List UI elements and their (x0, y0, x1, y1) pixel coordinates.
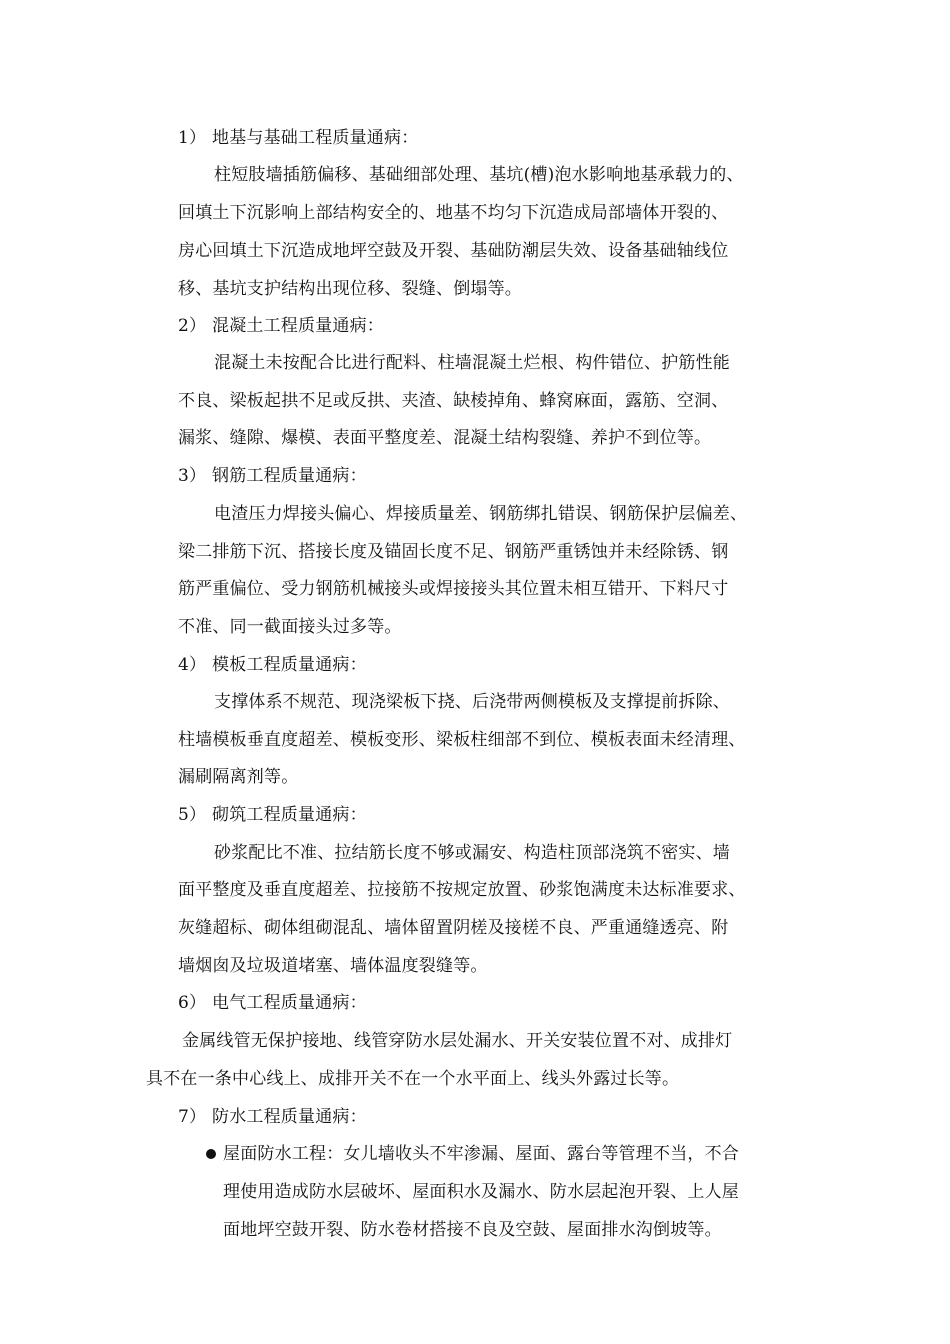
paragraph-line: 灰缝超标、砌体组砌混乱、墙体留置阴槎及接槎不良、严重通缝透亮、附 (178, 918, 729, 938)
section-heading-5 (178, 803, 367, 827)
section-title: 地基与基础工程质量通病： (212, 128, 419, 148)
paragraph-line: 柱墙模板垂直度超差、模板变形、梁板柱细部不到位、模板表面未经清理、 (178, 730, 746, 750)
section-number: 2） (178, 316, 207, 336)
paragraph-line: 移、基坑支护结构出现位移、裂缝、倒塌等。 (178, 279, 522, 299)
bullet-line: 面地坪空鼓开裂、防水卷材搭接不良及空鼓、屋面排水沟倒坡等。 (223, 1220, 722, 1240)
section-title: 混凝土工程质量通病： (212, 316, 384, 336)
paragraph-line: 混凝土未按配合比进行配料、柱墙混凝土烂根、构件错位、护筋性能 (214, 353, 730, 373)
section-heading-7 (178, 1105, 367, 1129)
paragraph-line: 不准、同一截面接头过多等。 (178, 617, 402, 637)
paragraph-line: 不良、梁板起拱不足或反拱、夹渣、缺棱掉角、蜂窝麻面，露筋、空洞、 (178, 391, 729, 411)
section-heading-6 (178, 991, 367, 1015)
section-number: 7） (178, 1107, 207, 1127)
section-number: 4） (178, 655, 207, 675)
paragraph-line: 回填土下沉影响上部结构安全的、地基不均匀下沉造成局部墙体开裂的、 (178, 203, 729, 223)
bullet-line: 屋面防水工程：女儿墙收头不牢渗漏、屋面、露台等管理不当，不合 (223, 1144, 739, 1164)
paragraph-line: 房心回填土下沉造成地坪空鼓及开裂、基础防潮层失效、设备基础轴线位 (178, 241, 729, 261)
section-number: 5） (178, 805, 207, 825)
section-heading-2 (178, 314, 384, 338)
section-heading-4 (178, 653, 367, 677)
paragraph-line: 具不在一条中心线上、成排开关不在一个水平面上、线头外露过长等。 (146, 1069, 680, 1089)
section-number: 1） (178, 128, 207, 148)
section-title: 砌筑工程质量通病： (212, 805, 367, 825)
paragraph-line: 墙烟囱及垃圾道堵塞、墙体温度裂缝等。 (178, 956, 488, 976)
paragraph-line: 支撑体系不规范、现浇梁板下挠、后浇带两侧模板及支撑提前拆除、 (214, 692, 730, 712)
paragraph-line: 漏刷隔离剂等。 (178, 767, 299, 787)
bullet-line: 理使用造成防水层破坏、屋面积水及漏水、防水层起泡开裂、上人屋 (223, 1182, 739, 1202)
bullet-dot-icon (206, 1149, 216, 1159)
paragraph-line: 筋严重偏位、受力钢筋机械接头或焊接接头其位置未相互错开、下料尺寸 (178, 579, 729, 599)
section-title: 模板工程质量通病： (212, 655, 367, 675)
section-title: 电气工程质量通病： (212, 993, 367, 1013)
section-title: 防水工程质量通病： (212, 1107, 367, 1127)
paragraph-line: 柱短肢墙插筋偏移、基础细部处理、基坑(槽)泡水影响地基承载力的、 (214, 165, 744, 185)
paragraph-line: 面平整度及垂直度超差、拉接筋不按规定放置、砂浆饱满度未达标准要求、 (178, 880, 746, 900)
paragraph-line: 漏浆、缝隙、爆模、表面平整度差、混凝土结构裂缝、养护不到位等。 (178, 428, 712, 448)
section-heading-1 (178, 126, 418, 150)
paragraph-line: 梁二排筋下沉、搭接长度及锚固长度不足、钢筋严重锈蚀并未经除锈、钢 (178, 542, 729, 562)
paragraph-line: 砂浆配比不准、拉结筋长度不够或漏安、构造柱顶部浇筑不密实、墙 (214, 843, 730, 863)
section-number: 6） (178, 993, 207, 1013)
section-title: 钢筋工程质量通病： (212, 466, 367, 486)
paragraph-line: 电渣压力焊接头偏心、焊接质量差、钢筋绑扎错误、钢筋保护层偏差、 (214, 504, 748, 524)
section-heading-3 (178, 464, 367, 488)
paragraph-line: 金属线管无保护接地、线管穿防水层处漏水、开关安装位置不对、成排灯 (182, 1031, 733, 1051)
section-number: 3） (178, 466, 207, 486)
